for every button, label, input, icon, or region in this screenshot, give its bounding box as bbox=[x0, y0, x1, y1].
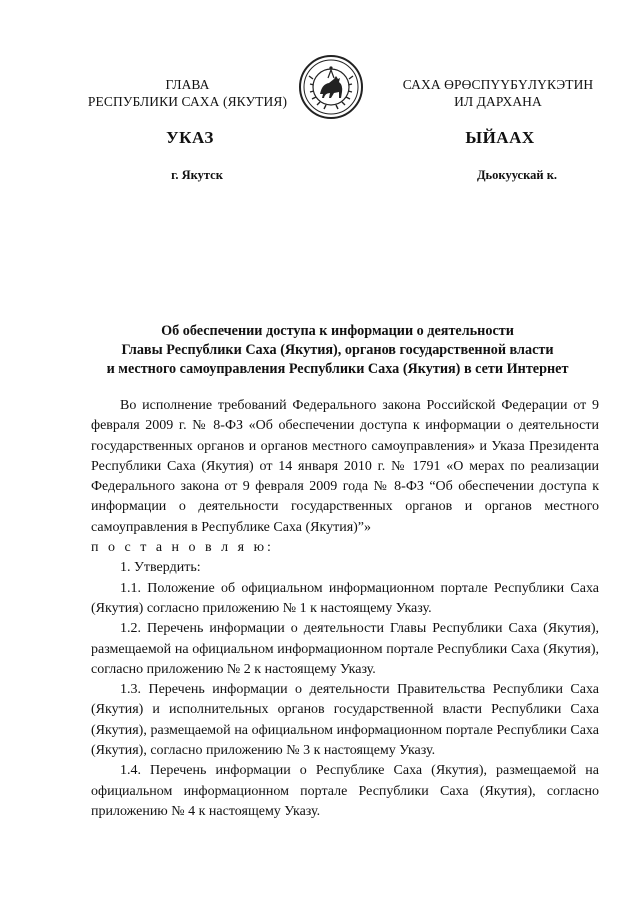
document-body bbox=[91, 396, 599, 822]
decree-title-sah: ЫЙААХ bbox=[465, 128, 535, 147]
decree-title-ru: УКАЗ bbox=[166, 128, 214, 147]
item-1-3: 1.3. Перечень информации о деятельности Правительства Республики Саха (Якутия) и исполнительных органов государственной власти Республики Саха (Якутия), размещаемой на официальном информационном портале Республики Саха (Якутия), согласно приложению № 3 к настоящему Указу. bbox=[91, 682, 599, 759]
city-sah: Дьокуускай к. bbox=[476, 168, 558, 182]
intro-paragraph: Во исполнение требований Федерального закона Российской Федерации от 9 февраля 2009 г. № 8-ФЗ «Об обеспечении доступа к информации о деятельности государственных органов и органов местного самоуправления» и Указа Президента Республики Саха (Якутия) от 14 января 2010 г. № 1791 «О мерах по реализации Федерального закона от 9 февраля 2009 года № 8-ФЗ “Об обеспечении доступа к информации о деятельности государственных органов и органов местного самоуправления в Республике Саха (Якутия)”» bbox=[91, 398, 599, 535]
header-left-line1: ГЛАВА bbox=[165, 77, 210, 92]
title-line-1: Об обеспечении доступа к информации о деятельности bbox=[161, 323, 514, 339]
coat-of-arms-icon bbox=[298, 54, 364, 120]
decree-word: п о с т а н о в л я ю: bbox=[91, 540, 274, 556]
header-left bbox=[80, 76, 295, 110]
title-line-3: и местного самоуправления Республики Саха (Якутия) в сети Интернет bbox=[106, 361, 569, 377]
city-ru: г. Якутск bbox=[171, 168, 223, 182]
document-title bbox=[60, 322, 615, 379]
header-right-line1: САХА ӨРӨСПҮҮБҮЛҮКЭТИН bbox=[402, 77, 594, 92]
title-line-2: Главы Республики Саха (Якутия), органов государственной власти bbox=[121, 342, 554, 358]
item-1-4: 1.4. Перечень информации о Республике Саха (Якутия), размещаемой на официальном информационном портале Республики Саха (Якутия), согласно приложению № 4 к настоящему Указу. bbox=[91, 763, 599, 819]
header-left-line2: РЕСПУБЛИКИ САХА (ЯКУТИЯ) bbox=[87, 94, 288, 109]
header-right bbox=[380, 76, 616, 110]
item-1: 1. Утвердить: bbox=[120, 560, 201, 576]
item-1-1: 1.1. Положение об официальном информационном портале Республики Саха (Якутия) согласно приложению № 1 к настоящему Указу. bbox=[91, 580, 599, 616]
item-1-2: 1.2. Перечень информации о деятельности Главы Республики Саха (Якутия), размещаемой на официальном информационном портале Республики Саха (Якутия), согласно приложению № 2 к настоящему Указу. bbox=[91, 621, 599, 677]
header-right-line2: ИЛ ДАРХАНА bbox=[454, 94, 542, 109]
